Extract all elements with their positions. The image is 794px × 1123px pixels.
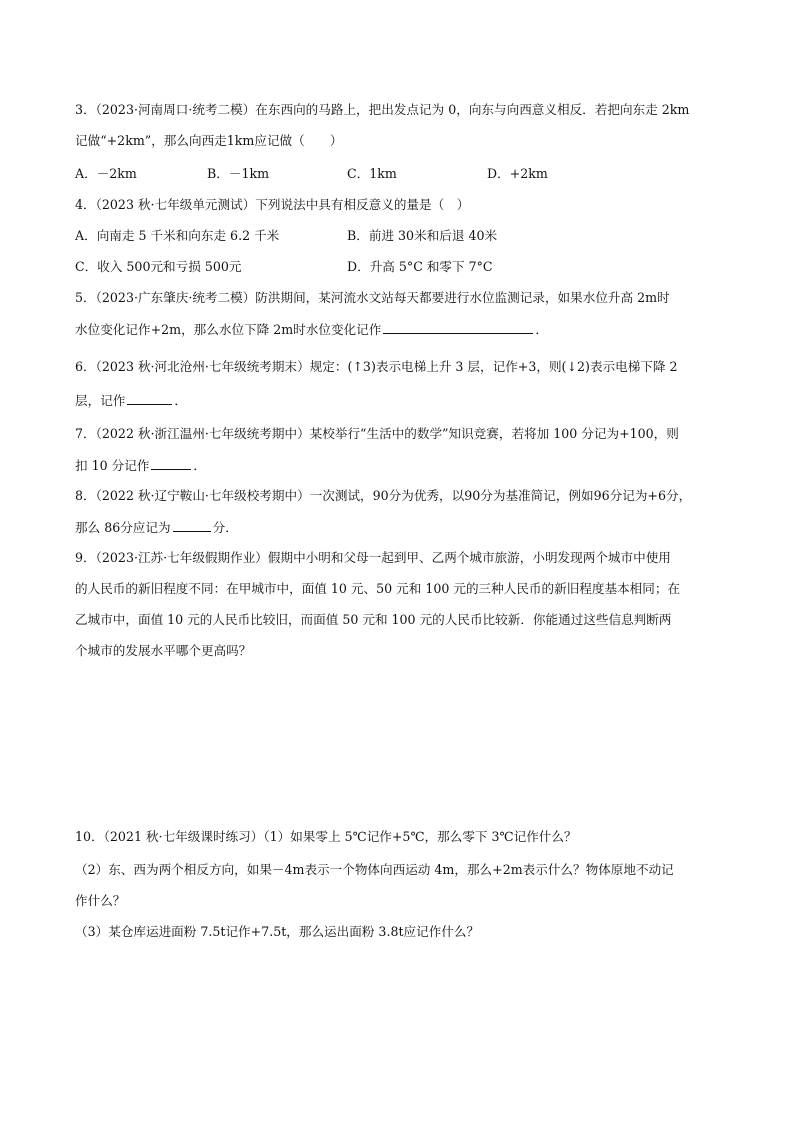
- q3-option-d[interactable]: D．+2km: [487, 166, 548, 181]
- q5-text-line2: [75, 321, 548, 338]
- q7-text-line2: [75, 457, 206, 474]
- q5-line2-text: 水位变化记作+2m，那么水位下降 2m时水位变化记作: [75, 322, 382, 337]
- q7-line2-end: ．: [193, 458, 207, 473]
- q9-text-line2: 的人民币的新旧程度不同：在甲城市中，面值 10 元、50 元和 100 元的三种人民币的新旧程度基本相同；在: [75, 581, 681, 596]
- q4-option-a[interactable]: A．向南走 5 千米和向东走 6.2 千米: [75, 228, 280, 243]
- q8-line2-text: 那么 86分应记为: [75, 520, 171, 535]
- q10-text-line2: （2）东、西为两个相反方向，如果－4m表示一个物体向西运动 4m，那么+2m表示什么？物体原地不动记: [75, 862, 674, 877]
- q3-text-line1: 3．（2023·河南周口·统考二模）在东西向的马路上，把出发点记为 0，向东与向西意义相反．若把向东走 2km: [75, 102, 690, 117]
- q6-answer-blank[interactable]: [127, 392, 172, 405]
- q6-line2-end: ．: [174, 393, 187, 408]
- q3-text-line2: 记做“+2km”，那么向西走1km应记做（ ）: [75, 133, 343, 148]
- q4-option-b[interactable]: B．前进 30米和后退 40米: [347, 228, 498, 243]
- q8-text-line1: 8．（2022 秋·辽宁鞍山·七年级校考期中）一次测试，90分为优秀，以90分为基准简记，例如96分记为+6分，: [75, 488, 692, 503]
- q4-text-line1: 4．（2023 秋·七年级单元测试）下列说法中具有相反意义的量是（ ）: [75, 197, 470, 212]
- q7-answer-blank[interactable]: [151, 457, 191, 470]
- q9-text-line3: 乙城市中，面值 10 元的人民币比较旧，而面值 50 元和 100 元的人民币比较新．你能通过这些信息判断两: [75, 612, 672, 627]
- q8-text-line2: [75, 519, 238, 536]
- q3-option-a[interactable]: A．－2km: [75, 166, 137, 181]
- q6-text-line1: 6．（2023 秋·河北沧州·七年级统考期末）规定：(↑3)表示电梯上升 3 层，记作+3，则(↓2)表示电梯下降 2: [75, 359, 678, 374]
- q5-answer-blank[interactable]: [383, 321, 533, 334]
- q5-text-line1: 5．（2023·广东肇庆·统考二模）防洪期间，某河流水文站每天都要进行水位监测记录，如果水位升高 2m时: [75, 290, 670, 305]
- q3-option-c[interactable]: C．1km: [347, 166, 397, 181]
- q6-text-line2: [75, 392, 187, 409]
- q4-option-c[interactable]: C．收入 500元和亏损 500元: [75, 259, 242, 274]
- q10-text-line1: 10．（2021 秋·七年级课时练习）（1）如果零上 5℃记作+5℃，那么零下 3℃记作什么？: [75, 829, 577, 844]
- q4-option-d[interactable]: D．升高 5°C 和零下 7°C: [347, 259, 493, 274]
- q6-line2-text: 层，记作: [75, 393, 126, 408]
- q8-answer-blank[interactable]: [173, 519, 211, 532]
- q8-line2-end: 分．: [212, 520, 238, 535]
- q10-text-line4: （3）某仓库运进面粉 7.5t记作+7.5t，那么运出面粉 3.8t应记作什么？: [75, 924, 480, 939]
- q7-text-line1: 7．（2022 秋·浙江温州·七年级统考期中）某校举行“生活中的数学”知识竞赛，若将加 100 分记为+100，则: [75, 426, 679, 441]
- q9-text-line1: 9．（2023·江苏·七年级假期作业）假期中小明和父母一起到甲、乙两个城市旅游，小明发现两个城市中使用: [75, 550, 671, 565]
- q9-text-line4: 个城市的发展水平哪个更高吗？: [75, 643, 252, 658]
- q3-option-b[interactable]: B．－1km: [207, 166, 270, 181]
- q7-line2-text: 扣 10 分记作: [75, 458, 150, 473]
- q5-line2-end: ．: [535, 322, 548, 337]
- q10-text-line3: 作什么？: [75, 893, 126, 908]
